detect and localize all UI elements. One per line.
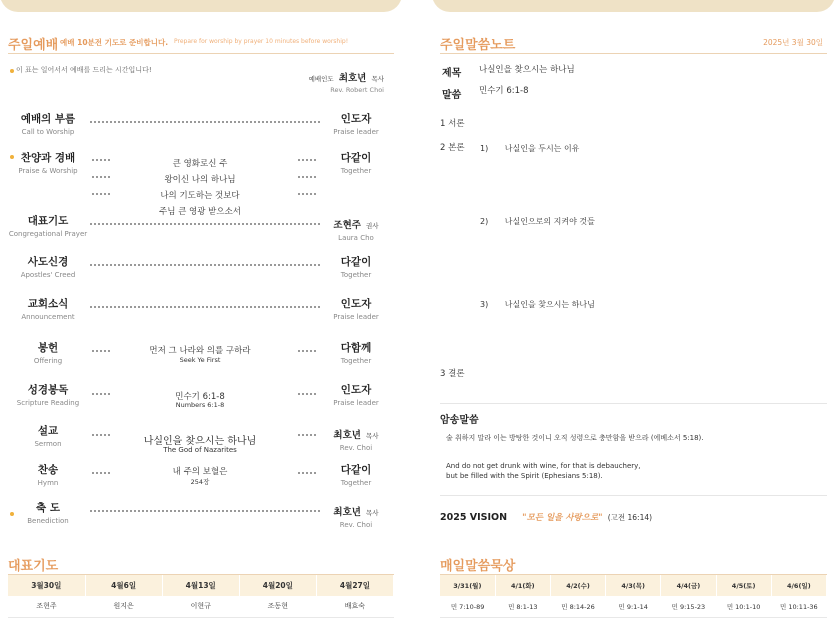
- daily-date: 4/6(일): [771, 575, 826, 596]
- worship-subtitle-ko: 예배 10분전 기도로 준비합니다.: [60, 38, 169, 47]
- order-kr: 축 도: [36, 502, 60, 514]
- order-en: Benediction: [27, 517, 69, 525]
- order-kr: 대표기도: [27, 215, 69, 227]
- scripture-kr: 민수기 6:1-8: [175, 392, 225, 402]
- leader-en: Laura Cho: [338, 234, 374, 242]
- order-leader: [326, 500, 386, 529]
- hymn-dots-right: [298, 472, 316, 474]
- leader-en: Together: [340, 167, 372, 175]
- order-leader: [326, 150, 386, 175]
- hymn-title: 내 주의 보혈은: [172, 467, 228, 477]
- daily-ref: 민 8:1-13: [495, 596, 550, 617]
- prayer-date: 3월30일: [8, 575, 85, 596]
- prayer-date: 4월20일: [239, 575, 316, 596]
- order-row-creed: [8, 254, 394, 288]
- sermon-title-kr: 나실인을 찾으시는 하나님: [143, 436, 257, 447]
- daily-ref: 민 7:10-89: [440, 596, 495, 617]
- sermon-note-panel: [440, 0, 827, 626]
- leader-kr: 다같이: [340, 464, 372, 476]
- scripture-dots-left: [92, 393, 110, 395]
- point-number: 1): [480, 144, 489, 153]
- order-leader: [326, 213, 386, 242]
- order-en: Praise & Worship: [18, 167, 78, 175]
- scripture-dots-right: [298, 393, 316, 395]
- prayer-name: 조동현: [239, 596, 316, 617]
- sermon-title-en: The God of Nazarites: [163, 446, 237, 454]
- order-name: [8, 296, 88, 321]
- prayer-date: 4월6일: [85, 575, 162, 596]
- prayer-schedule-table: [8, 575, 394, 618]
- leader-title: 목사: [366, 432, 379, 440]
- leader-en: Praise leader: [333, 128, 379, 136]
- leader-kr: 다함께: [340, 342, 372, 354]
- order-name: [8, 500, 88, 525]
- daily-date: 4/1(화): [495, 575, 550, 596]
- order-leader: [326, 254, 386, 279]
- leader-kr: 인도자: [340, 113, 372, 125]
- note-title: 주일말씀노트: [440, 38, 516, 53]
- scripture-en: Numbers 6:1-8: [175, 401, 225, 409]
- daily-date: 4/5(토): [716, 575, 771, 596]
- prayer-dates-row: [8, 575, 394, 596]
- leader-en: Praise leader: [333, 399, 379, 407]
- memory-verse-en-2: but be filled with the Spirit (Ephesians 5:18).: [446, 472, 603, 480]
- order-leader: [326, 296, 386, 321]
- order-row-benediction: [8, 500, 394, 534]
- prayer-name: 배효숙: [316, 596, 393, 617]
- daily-date: 3/31(월): [440, 575, 495, 596]
- daily-ref: 민 9:15-23: [661, 596, 716, 617]
- order-name: [8, 423, 88, 448]
- offering-dots-left: [92, 350, 110, 352]
- order-en: Call to Worship: [21, 128, 75, 136]
- pastor-name: 최호년: [338, 73, 367, 84]
- praise-dots-left-2: [92, 176, 110, 178]
- vision-label: 2025 VISION: [440, 512, 508, 523]
- divider: [440, 495, 827, 496]
- dotted-leader: [90, 121, 320, 123]
- leader-title: 권사: [366, 222, 379, 230]
- order-name: [8, 150, 88, 175]
- point-text: 나실인을 찾으시는 하나님: [504, 300, 595, 309]
- order-leader: [326, 423, 386, 452]
- leader-kr: 인도자: [340, 384, 372, 396]
- order-row-call: [8, 111, 394, 145]
- order-leader: [326, 111, 386, 136]
- order-en: Sermon: [34, 440, 62, 448]
- standing-note: 이 표는 일어서서 예배를 드리는 시간입니다!: [16, 66, 152, 74]
- daily-date: 4/4(금): [661, 575, 716, 596]
- daily-refs-row: [440, 596, 827, 617]
- order-leader: [326, 382, 386, 407]
- praise-dots-left-1: [92, 159, 110, 161]
- sermon-dots-right: [298, 434, 316, 436]
- leader-kr: 다같이: [340, 256, 372, 268]
- leader-en: Together: [340, 271, 372, 279]
- scripture-label: 말씀: [442, 90, 462, 101]
- prayer-schedule-header: [8, 549, 394, 575]
- order-kr: 찬양과 경배: [20, 152, 76, 164]
- daily-date: 4/2(수): [550, 575, 605, 596]
- title-value: 나실인을 찾으시는 하나님: [479, 65, 575, 75]
- pastor-info: [309, 66, 384, 94]
- order-kr: 성경봉독: [27, 384, 69, 396]
- order-kr: 봉헌: [37, 342, 59, 354]
- order-en: Hymn: [37, 479, 59, 487]
- leader-title: 목사: [366, 509, 379, 517]
- point-1: [480, 143, 579, 154]
- point-number: 3): [480, 300, 489, 309]
- order-en: Scripture Reading: [16, 399, 80, 407]
- worship-header: [8, 28, 394, 54]
- point-number: 2): [480, 217, 489, 226]
- prayer-name: 조현주: [8, 596, 85, 617]
- daily-dates-row: [440, 575, 827, 596]
- dotted-leader: [90, 510, 320, 512]
- worship-title: 주일예배: [8, 38, 59, 53]
- point-text: 나실인으로의 지켜야 것들: [504, 217, 595, 226]
- offering-song-en: Seek Ye First: [179, 356, 221, 364]
- worship-subtitle-en: Prepare for worship by prayer 10 minutes before worship!: [174, 38, 349, 45]
- point-text: 나실인을 두시는 이유: [504, 144, 580, 153]
- order-kr: 예배의 부름: [20, 113, 76, 125]
- leader-en: Rev. Choi: [339, 521, 373, 529]
- note-bullet: [10, 69, 14, 73]
- order-leader: [326, 340, 386, 365]
- dotted-leader: [90, 306, 320, 308]
- praise-dots-right-2: [298, 176, 316, 178]
- prayer-name: 이현규: [162, 596, 239, 617]
- divider: [440, 403, 827, 404]
- leader-en: Together: [340, 357, 372, 365]
- order-name: [8, 213, 88, 238]
- order-leader: [326, 462, 386, 487]
- body-heading: 2 본론: [440, 143, 465, 153]
- dotted-leader: [90, 223, 320, 225]
- order-name: [8, 111, 88, 136]
- title-label: 제목: [442, 68, 462, 79]
- daily-ref: 민 10:11-36: [771, 596, 826, 617]
- praise-song-3: 나의 기도하는 것보다: [160, 191, 240, 201]
- hymn-dots-left: [92, 472, 110, 474]
- order-en: Congregational Prayer: [8, 230, 88, 238]
- intro-heading: 1 서론: [440, 119, 465, 129]
- leader-kr: 다같이: [340, 152, 372, 164]
- leader-en: Praise leader: [333, 313, 379, 321]
- point-2: [480, 216, 595, 227]
- daily-reading-table: [440, 575, 827, 618]
- daily-ref: 민 8:14-26: [550, 596, 605, 617]
- worship-order-panel: [8, 0, 394, 626]
- vision-quote: "모든 일을 사랑으로": [522, 513, 603, 523]
- praise-dots-right-1: [298, 159, 316, 161]
- order-row-announce: [8, 296, 394, 330]
- praise-dots-right-3: [298, 193, 316, 195]
- pastor-title: 목사: [371, 75, 384, 83]
- order-kr: 찬송: [37, 464, 59, 476]
- leader-en: Rev. Choi: [339, 444, 373, 452]
- daily-date: 4/3(목): [606, 575, 661, 596]
- praise-song-1: 큰 영화로신 주: [172, 159, 228, 169]
- note-date: 2025년 3월 30일: [763, 38, 823, 47]
- daily-title: 매일말씀묵상: [440, 559, 516, 574]
- prayer-schedule-title: 대표기도: [8, 559, 59, 574]
- memory-verse-en-1: And do not get drunk with wine, for that is debauchery,: [446, 462, 641, 470]
- order-name: [8, 254, 88, 279]
- dotted-leader: [90, 264, 320, 266]
- prayer-names-row: [8, 596, 394, 617]
- leader-en: Together: [340, 479, 372, 487]
- prayer-date: 4월27일: [316, 575, 393, 596]
- order-kr: 설교: [37, 425, 59, 437]
- praise-song-4: 주님 큰 영광 받으소서: [158, 207, 241, 217]
- leader-kr: 최호년: [333, 430, 361, 441]
- vision: [440, 505, 652, 524]
- praise-song-2: 왕이신 나의 하나님: [164, 175, 236, 185]
- order-en: Offering: [33, 357, 63, 365]
- order-name: [8, 340, 88, 365]
- memory-title: 암송말씀: [440, 415, 479, 426]
- pastor-role: 예배인도: [308, 75, 334, 83]
- order-kr: 사도신경: [27, 256, 69, 268]
- daily-header: [440, 549, 827, 575]
- note-header: [440, 28, 827, 54]
- praise-dots-left-3: [92, 193, 110, 195]
- order-row-prayer: [8, 213, 394, 247]
- scripture-value: 민수기 6:1-8: [479, 86, 529, 96]
- hymn-number: 254장: [190, 478, 210, 486]
- memory-verse-kr: 술 취하지 말라 이는 방탕한 것이니 오직 성령으로 충만함을 받으라 (에베소서 5:18).: [446, 434, 704, 442]
- order-name: [8, 462, 88, 487]
- order-en: Announcement: [21, 313, 75, 321]
- prayer-name: 원지은: [85, 596, 162, 617]
- order-kr: 교회소식: [27, 298, 69, 310]
- vision-ref: (고전 16:14): [607, 513, 653, 522]
- conclusion-heading: 3 결론: [440, 369, 465, 379]
- leader-kr: 조현주: [333, 220, 361, 231]
- order-en: Apostles' Creed: [20, 271, 76, 279]
- leader-kr: 인도자: [340, 298, 372, 310]
- order-name: [8, 382, 88, 407]
- point-3: [480, 299, 595, 310]
- offering-song-kr: 먼저 그 나라와 의를 구하라: [149, 346, 251, 356]
- pastor-en: Rev. Robert Choi: [330, 86, 384, 94]
- daily-ref: 민 9:1-14: [606, 596, 661, 617]
- prayer-date: 4월13일: [162, 575, 239, 596]
- offering-dots-right: [298, 350, 316, 352]
- leader-kr: 최호년: [333, 507, 361, 518]
- daily-ref: 민 10:1-10: [716, 596, 771, 617]
